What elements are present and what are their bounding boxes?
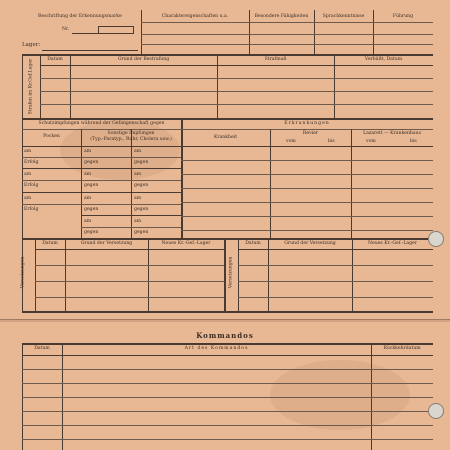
transfers-side-label: Versetzungen	[20, 256, 26, 289]
punish-served-heading: Verbüßt, Datum	[364, 57, 403, 62]
header-line	[141, 44, 433, 45]
punish-row-line	[40, 104, 433, 105]
transfer-row-line	[238, 297, 433, 298]
kommandos-title: Kommandos	[196, 331, 254, 340]
illnesses-heading: Erkrankungen	[284, 121, 330, 126]
punish-row-line	[40, 91, 433, 92]
vacc-row-line	[22, 180, 181, 181]
infirmary-to: bis	[328, 139, 335, 144]
transfer-reason-heading: Grund der Versetzung	[80, 241, 133, 246]
header-line	[141, 22, 433, 23]
card-fold-shadow	[0, 320, 450, 322]
section-border	[22, 54, 433, 56]
kommandos-row-line	[22, 411, 433, 412]
illness-row-line	[181, 160, 433, 161]
kommandos-return-heading: Rückkehrdatum	[383, 346, 421, 351]
illness-row-line	[181, 188, 433, 189]
vacc-row-cell: gegen	[84, 207, 99, 212]
transfer-date-heading-2: Datum	[245, 241, 261, 246]
vacc-row-line	[81, 227, 181, 228]
skills-heading: Besondere Fähigkeiten	[254, 14, 309, 19]
transfer-center-divider	[224, 238, 226, 312]
transfer-header-line	[35, 249, 224, 250]
kommandos-type-heading: Art des Kommandos	[184, 346, 249, 351]
hospital-from: vom	[366, 139, 376, 144]
kommandos-header-line	[22, 355, 433, 356]
punish-date-heading: Datum	[47, 57, 63, 62]
kommandos-row-line	[22, 369, 433, 370]
section-border	[22, 118, 433, 120]
other-vacc-subheading: (Typ.-Paratyp., Ruhr, Cholera usw.)	[90, 137, 172, 142]
identity-tag-label: Beschriftung der Erkennungsmarke	[38, 14, 122, 19]
camp-label: Lager:	[22, 42, 41, 48]
vacc-row-label: am	[24, 149, 32, 154]
vaccinations-heading: Schutzimpfungen während der Gefangenschaft gegen	[38, 121, 165, 126]
vacc-row-cell: gegen	[134, 207, 149, 212]
punish-row-line	[40, 78, 433, 79]
vacc-row-cell: am	[84, 172, 92, 177]
smallpox-heading: Pocken	[43, 134, 60, 139]
transfer-row-line	[35, 297, 224, 298]
transfer-camp-heading: Neues Kr.-Gef.-Lager	[161, 241, 211, 246]
vacc-row-line	[22, 204, 181, 205]
vacc-row-label: Erfolg	[24, 160, 39, 165]
punish-divider	[40, 54, 41, 118]
other-vacc-heading: Sonstige Impfungen	[107, 131, 155, 136]
vacc-row-line	[22, 192, 181, 193]
vacc-row-cell: am	[84, 196, 92, 201]
transfer-reason-heading-2: Grund der Versetzung	[284, 241, 336, 246]
punishments-side-label: Strafen im Kr.Gef.Lager	[28, 58, 34, 115]
vacc-row-line	[81, 215, 181, 216]
kommandos-row-line	[22, 397, 433, 398]
illness-col-heading: Krankheit	[213, 135, 238, 140]
kommandos-row-line	[22, 439, 433, 440]
punch-hole	[428, 231, 444, 247]
punish-divider	[334, 54, 335, 118]
punish-header-line	[40, 65, 433, 66]
illness-header-line	[181, 129, 433, 130]
paper-stain	[270, 360, 410, 430]
vacc-row-line	[22, 168, 181, 169]
vacc-row-label: Erfolg	[24, 207, 39, 212]
vacc-row-label: am	[24, 172, 32, 177]
illness-row-line	[181, 216, 433, 217]
section-border	[22, 311, 433, 313]
transfer-camp-heading-2: Neues Kr.-Gef.-Lager	[368, 241, 417, 246]
punish-penalty-heading: Strafmaß	[264, 57, 287, 62]
punish-divider	[217, 54, 218, 118]
vacc-row-line	[22, 157, 181, 158]
hospital-to: bis	[410, 139, 417, 144]
nr-box	[98, 26, 134, 34]
vacc-row-cell: gegen	[134, 160, 149, 165]
kommandos-date-heading: Datum	[34, 346, 50, 351]
punish-reason-heading: Grund der Bestrafung	[117, 57, 170, 62]
section-left-border	[22, 54, 23, 118]
vacc-row-cell: gegen	[84, 183, 99, 188]
character-heading: Charaktereigenschaften u.a.	[161, 14, 229, 19]
transfer-date-heading: Datum	[42, 241, 58, 246]
vacc-row-label: Erfolg	[24, 183, 39, 188]
illness-row-line	[181, 202, 433, 203]
vacc-row-cell: am	[134, 172, 142, 177]
punish-divider	[70, 54, 71, 118]
kommandos-row-line	[22, 383, 433, 384]
vacc-row-cell: am	[134, 196, 142, 201]
conduct-heading: Führung	[392, 14, 414, 19]
infirmary-from: vom	[286, 139, 296, 144]
vacc-row-cell: am	[84, 149, 92, 154]
illness-subheader-line	[181, 146, 433, 147]
kommandos-row-line	[22, 425, 433, 426]
transfer-row-line	[238, 265, 433, 266]
camp-line	[42, 50, 138, 51]
transfer-row-line	[238, 281, 433, 282]
transfer-header-line	[238, 249, 433, 250]
vacc-row-label: am	[24, 196, 32, 201]
languages-heading: Sprachkenntnisse	[322, 14, 365, 19]
illness-row-line	[181, 174, 433, 175]
infirmary-heading: Revier	[302, 131, 319, 136]
hospital-heading: Lazarett — Krankenhaus	[363, 131, 421, 136]
vacc-row-cell: gegen	[134, 230, 149, 235]
vacc-row-cell: gegen	[134, 183, 149, 188]
vacc-row-cell: gegen	[84, 160, 99, 165]
vacc-row-cell: am	[134, 219, 142, 224]
vacc-header-line	[22, 129, 181, 130]
vacc-row-cell: am	[84, 219, 92, 224]
header-line	[141, 34, 433, 35]
nr-label: Nr.	[62, 27, 70, 32]
section-border	[22, 238, 433, 240]
transfer-row-line	[35, 281, 224, 282]
vacc-row-cell: gegen	[84, 230, 99, 235]
vacc-row-cell: am	[134, 149, 142, 154]
transfer-row-line	[35, 265, 224, 266]
vacc-subheader-line	[22, 146, 181, 147]
illness-row-line	[181, 230, 433, 231]
transfers-side-label-2: Versetzungen	[228, 256, 234, 289]
punch-hole	[428, 403, 444, 419]
